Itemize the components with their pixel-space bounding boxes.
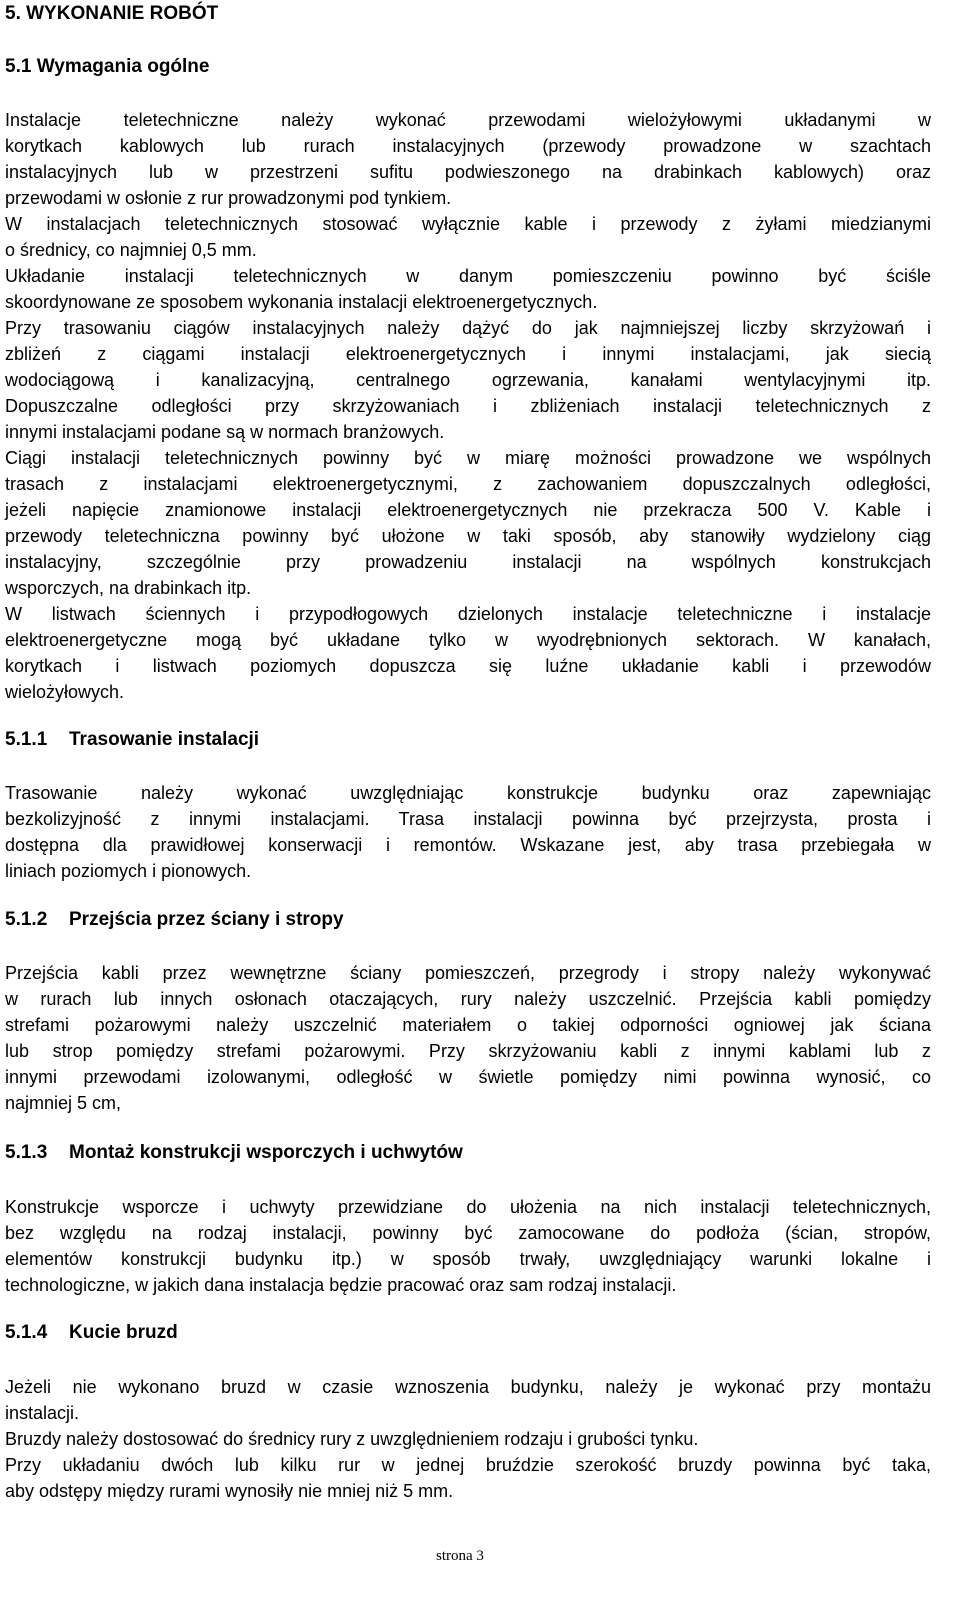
text-line: Układanie instalacji teletechnicznych w danym pomieszczeniu powinno być ściśle xyxy=(5,266,931,286)
section-number: 5.1.4 xyxy=(5,1322,48,1343)
text-line: Dopuszczalne odległości przy skrzyżowaniach i zbliżeniach instalacji teletechnicznych z xyxy=(5,396,931,416)
section-title: Kucie bruzd xyxy=(69,1322,178,1343)
section-heading-5-1-3 xyxy=(5,1142,463,1164)
text-line: bez względu na rodzaj instalacji, powinny być zamocowane do podłoża (ścian, stropów, xyxy=(5,1223,931,1243)
section-number: 5.1.2 xyxy=(5,909,48,930)
text-line: W instalacjach teletechnicznych stosować wyłącznie kable i przewody z żyłami miedzianymi xyxy=(5,214,931,234)
text-line: Przy układaniu dwóch lub kilku rur w jednej bruździe szerokość bruzdy powinna być taka, xyxy=(5,1455,931,1475)
section-5-1-1-body xyxy=(5,780,931,884)
text-line: wodociągową i kanalizacyjną, centralnego ogrzewania, kanałami wentylacyjnymi itp. xyxy=(5,370,931,390)
text-line: Ciągi instalacji teletechnicznych powinny być w miarę możności prowadzone we wspólnych xyxy=(5,448,931,468)
text-line: wielożyłowych. xyxy=(5,682,125,702)
text-line: przewodami w osłonie z rur prowadzonymi pod tynkiem. xyxy=(5,188,452,208)
text-line: instalacji. xyxy=(5,1403,80,1423)
section-5-1-3-body xyxy=(5,1194,931,1298)
section-heading-5-1-1 xyxy=(5,729,259,751)
text-line: jeżeli napięcie znamionowe instalacji elektroenergetycznych nie przekracza 500 V. Kable i xyxy=(5,500,931,520)
text-line: strefami pożarowymi należy uszczelnić materiałem o takiej odporności ogniowej jak ściana xyxy=(5,1015,931,1035)
text-line: Przy trasowaniu ciągów instalacyjnych należy dążyć do jak najmniejszej liczby skrzyżowań i xyxy=(5,318,931,338)
text-line: lub strop pomiędzy strefami pożarowymi. Przy skrzyżowaniu kabli z innymi kablami lub z xyxy=(5,1041,931,1061)
section-5-1-4-body xyxy=(5,1374,931,1504)
text-line: najmniej 5 cm, xyxy=(5,1093,122,1113)
text-line: instalacyjnych lub w przestrzeni sufitu podwieszonego na drabinkach kablowych) oraz xyxy=(5,162,931,182)
text-line: w rurach lub innych osłonach otaczających, rury należy uszczelnić. Przejścia kabli pomiędzy xyxy=(5,989,931,1009)
text-line: Instalacje teletechniczne należy wykonać przewodami wielożyłowymi układanymi w xyxy=(5,110,931,130)
text-line: przewody teletechniczna powinny być ułożone w taki sposób, aby stanowiły wydzielony ciąg xyxy=(5,526,931,546)
text-line: wsporczych, na drabinkach itp. xyxy=(5,578,252,598)
section-heading-5-1-4 xyxy=(5,1322,178,1344)
text-line: innymi przewodami izolowanymi, odległość w świetle pomiędzy nimi powinna wynosić, co xyxy=(5,1067,931,1087)
text-line: korytkach i listwach poziomych dopuszcza się luźne układanie kabli i przewodów xyxy=(5,656,931,676)
text-line: Konstrukcje wsporcze i uchwyty przewidziane do ułożenia na nich instalacji teletechnicznych, xyxy=(5,1197,931,1217)
text-line: instalacyjny, szczególnie przy prowadzeniu instalacji na wspólnych konstrukcjach xyxy=(5,552,931,572)
section-5-1-2-body xyxy=(5,960,931,1116)
section-heading-5-1: 5.1 Wymagania ogólne xyxy=(5,56,210,77)
text-line: korytkach kablowych lub rurach instalacyjnych (przewody prowadzone w szachtach xyxy=(5,136,931,156)
section-title: Montaż konstrukcji wsporczych i uchwytów xyxy=(69,1142,463,1163)
section-title: Przejścia przez ściany i stropy xyxy=(69,909,344,930)
text-line: Bruzdy należy dostosować do średnicy rury z uwzględnieniem rodzaju i grubości tynku. xyxy=(5,1429,699,1449)
text-line: W listwach ściennych i przypodłogowych dzielonych instalacje teletechniczne i instalacje xyxy=(5,604,931,624)
text-line: innymi instalacjami podane są w normach branżowych. xyxy=(5,422,445,442)
section-title: Trasowanie instalacji xyxy=(69,729,260,750)
text-line: Przejścia kabli przez wewnętrzne ściany pomieszczeń, przegrody i stropy należy wykonywać xyxy=(5,963,931,983)
text-line: Jeżeli nie wykonano bruzd w czasie wznoszenia budynku, należy je wykonać przy montażu xyxy=(5,1377,931,1397)
text-line: elementów konstrukcji budynku itp.) w sposób trwały, uwzględniający warunki lokalne i xyxy=(5,1249,931,1269)
text-line: liniach poziomych i pionowych. xyxy=(5,861,252,881)
text-line: zbliżeń z ciągami instalacji elektroenergetycznych i innymi instalacjami, jak siecią xyxy=(5,344,931,364)
text-line: technologiczne, w jakich dana instalacja będzie pracować oraz sam rodzaj instalacji. xyxy=(5,1275,677,1295)
text-line: skoordynowane ze sposobem wykonania instalacji elektroenergetycznych. xyxy=(5,292,598,312)
chapter-heading: 5. WYKONANIE ROBÓT xyxy=(5,3,219,24)
section-number: 5.1.1 xyxy=(5,729,48,750)
section-heading-5-1-2 xyxy=(5,909,344,931)
text-line: aby odstępy między rurami wynosiły nie mniej niż 5 mm. xyxy=(5,1481,454,1501)
text-line: bezkolizyjność z innymi instalacjami. Trasa instalacji powinna być przejrzysta, prosta i xyxy=(5,809,931,829)
section-5-1-body xyxy=(5,107,931,705)
text-line: o średnicy, co najmniej 0,5 mm. xyxy=(5,240,257,260)
text-line: trasach z instalacjami elektroenergetycznymi, z zachowaniem dopuszczalnych odległości, xyxy=(5,474,931,494)
text-line: elektroenergetyczne mogą być układane tylko w wyodrębnionych sektorach. W kanałach, xyxy=(5,630,931,650)
text-line: dostępna dla prawidłowej konserwacji i remontów. Wskazane jest, aby trasa przebiegała w xyxy=(5,835,931,855)
section-number: 5.1.3 xyxy=(5,1142,48,1163)
text-line: Trasowanie należy wykonać uwzględniając konstrukcje budynku oraz zapewniając xyxy=(5,783,931,803)
page-number: strona 3 xyxy=(436,1548,484,1564)
